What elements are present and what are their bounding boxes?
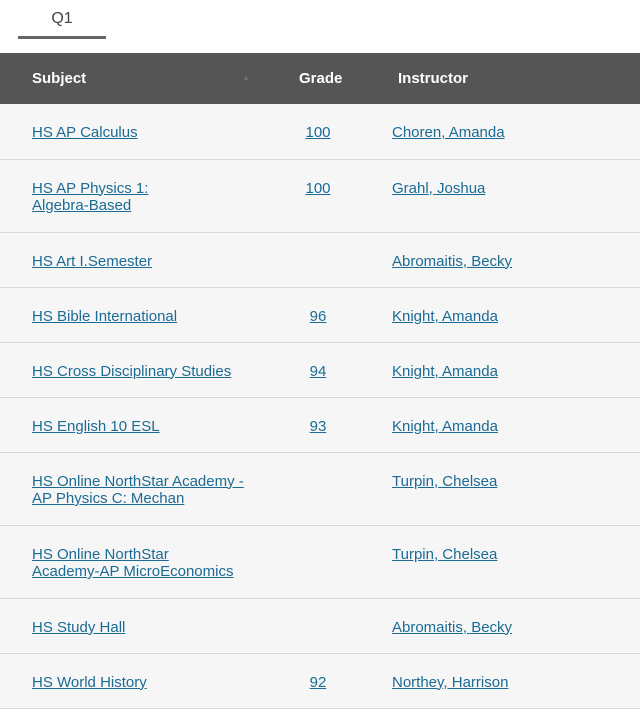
grade-cell — [270, 452, 373, 525]
instructor-link[interactable]: Turpin, Chelsea — [392, 545, 498, 563]
subject-link[interactable]: HS Study Hall — [32, 618, 126, 636]
subject-cell — [0, 598, 270, 653]
instructor-cell — [373, 397, 640, 452]
subject-header-label: Subject — [32, 70, 87, 87]
grade-link[interactable]: 100 — [305, 124, 331, 141]
subject-link[interactable]: HS Bible International — [32, 307, 178, 325]
instructor-link[interactable]: Abromaitis, Becky — [392, 618, 513, 636]
grade-link[interactable]: 92 — [309, 673, 327, 691]
subject-cell — [0, 159, 270, 232]
tab-q1[interactable] — [18, 0, 106, 39]
grade-link[interactable]: 100 — [305, 179, 331, 197]
subject-link[interactable]: HS Online NorthStar Academy - AP Physics C: Mechan — [32, 472, 244, 507]
instructor-link[interactable]: Grahl, Joshua — [392, 179, 486, 197]
instructor-cell — [373, 159, 640, 232]
subject-cell — [0, 104, 270, 159]
active-tab-indicator — [18, 36, 106, 39]
grade-link[interactable]: 96 — [309, 307, 327, 325]
table-row — [0, 159, 640, 232]
table-row — [0, 452, 640, 525]
instructor-cell — [373, 452, 640, 525]
tab-q1-label: Q1 — [51, 10, 73, 27]
instructor-cell — [373, 232, 640, 287]
subject-cell — [0, 232, 270, 287]
instructor-cell — [373, 598, 640, 653]
subject-cell — [0, 653, 270, 708]
table-row — [0, 287, 640, 342]
subject-cell — [0, 342, 270, 397]
instructor-link[interactable]: Turpin, Chelsea — [392, 472, 498, 490]
table-row — [0, 598, 640, 653]
table-row — [0, 232, 640, 287]
grade-link[interactable]: 93 — [309, 417, 327, 435]
table-row — [0, 525, 640, 598]
grades-table — [0, 53, 640, 709]
subject-cell — [0, 287, 270, 342]
subject-link[interactable]: HS Online NorthStar Academy-AP MicroEconomics — [32, 545, 234, 580]
grade-cell — [270, 159, 373, 232]
grade-cell — [270, 525, 373, 598]
subject-cell — [0, 525, 270, 598]
instructor-header-label: Instructor — [398, 70, 469, 87]
instructor-cell — [373, 653, 640, 708]
instructor-link[interactable]: Choren, Amanda — [392, 124, 505, 141]
grade-cell — [270, 397, 373, 452]
table-header-row — [0, 53, 640, 104]
grade-cell — [270, 104, 373, 159]
grade-cell — [270, 232, 373, 287]
subject-link[interactable]: HS Cross Disciplinary Studies — [32, 362, 232, 380]
table-row — [0, 342, 640, 397]
grade-link[interactable]: 94 — [309, 362, 327, 380]
table-body — [0, 104, 640, 708]
table-row — [0, 104, 640, 159]
grade-cell — [270, 287, 373, 342]
grade-header-label: Grade — [299, 70, 343, 87]
table-row — [0, 653, 640, 708]
subject-link[interactable]: HS AP Physics 1: Algebra-Based — [32, 179, 149, 214]
subject-link[interactable]: HS English 10 ESL — [32, 417, 160, 435]
instructor-link[interactable]: Knight, Amanda — [392, 307, 498, 325]
grade-cell — [270, 653, 373, 708]
subject-link[interactable]: HS Art I.Semester — [32, 252, 153, 270]
grade-cell — [270, 342, 373, 397]
subject-column-header[interactable] — [0, 53, 270, 104]
instructor-cell — [373, 525, 640, 598]
subject-link[interactable]: HS AP Calculus — [32, 124, 138, 141]
sort-up-icon: ▲ — [242, 73, 250, 82]
instructor-column-header[interactable] — [373, 53, 640, 104]
subject-link[interactable]: HS World History — [32, 673, 147, 691]
subject-cell — [0, 452, 270, 525]
table-header — [0, 53, 640, 104]
instructor-link[interactable]: Knight, Amanda — [392, 362, 498, 380]
instructor-cell — [373, 287, 640, 342]
grade-cell — [270, 598, 373, 653]
instructor-link[interactable]: Northey, Harrison — [392, 673, 509, 691]
instructor-link[interactable]: Abromaitis, Becky — [392, 252, 513, 270]
subject-cell — [0, 397, 270, 452]
instructor-cell — [373, 104, 640, 159]
instructor-link[interactable]: Knight, Amanda — [392, 417, 498, 435]
grade-column-header[interactable] — [270, 53, 373, 104]
table-row — [0, 397, 640, 452]
instructor-cell — [373, 342, 640, 397]
term-tabbar — [0, 0, 640, 53]
